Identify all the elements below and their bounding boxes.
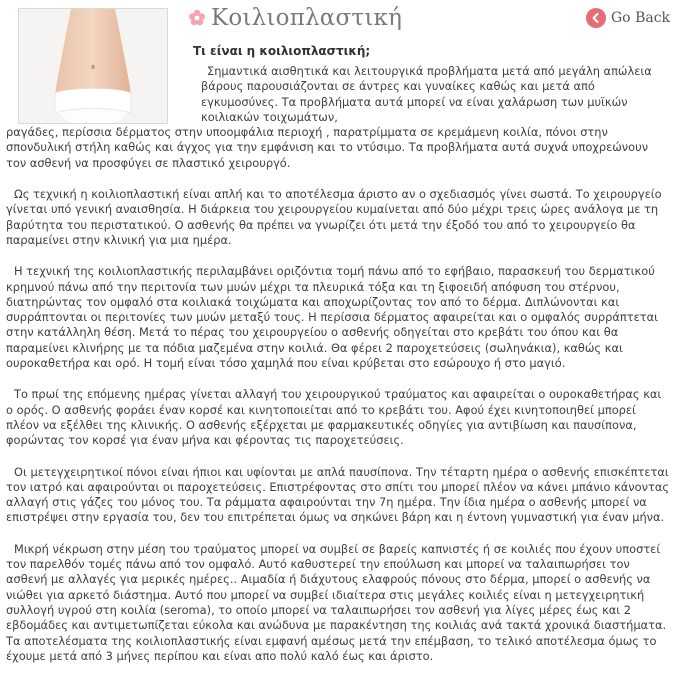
go-back-label[interactable]: Go Back [611,10,671,26]
section-heading: Τι είναι η κοιλιοπλαστική; [193,44,371,58]
arrow-left-icon[interactable] [586,8,606,28]
article-body [6,64,670,680]
paragraph-procedure: Η τεχνική της κοιλιοπλαστικής περιλαμβάνει οριζόντια τομή πάνω από το εφήβαιο, παρασκευή του δερματικού κρημνού πάνω από την περιτονία των μυών μέχρι τα πλευρικά τόξα και τη ξιφοειδή απόφυση του στέρνου, διατηρώντας τον ομφαλό στα κοιλιακά τοιχώματα και αποχωρίζοντας τον από το δέρμα. Διπλώνονται και συρράπτονται οι περιτονίες των μυών μεταξύ τους. Η περίσσια δέρματος αφαιρείται και ο ομφαλός συρράπτεται στην κατάλληλη θέση. Μετά το πέρας του χειρουργείου ο ασθενής οδηγείται στο κρεβάτι του όπου και θα παραμείνει κλινήρης με τα πόδια μαζεμένα στην κοιλιά. Θα φέρει 2 παροχετεύσεις (σωληνάκια), καθώς και ουροκαθετήρα και ορό. Η τομή είναι τόσο χαμηλά που είναι κρύβεται στο εσώρουχο ή στο μαγιό. [6,264,658,371]
paragraph-technique: Ως τεχνική η κοιλιοπλαστική είναι απλή και το αποτέλεσμα άριστο αν ο σχεδιασμός γίνει σωστά. Το χειρουργείο γίνεται υπό γενική αναισθησία. Η διάρκεια του χειρουργείου κυμαίνεται από δύο μέχρι τρεις ώρες ανάλογα με τη βαρύτητα του περιστατικού. Ο ασθενής θα πρέπει να γνωρίζει ότι μετά την έξοδό του από το χειρουργείο θα παραμείνει στην κλινική για μια ημέρα. [6,187,662,247]
title-row [188,4,402,32]
paragraph-intro-continued: ραγάδες, περίσσια δέρματος στην υποομφάλια περιοχή , παρατρίμματα σε κρεμάμενη κοιλία, πόνοι στην σπονδυλική στήλη καθώς και άγχος για την εμφάνιση και το ντύσιμο. Τα προβλήματα αυτά συχνά υποχρεώνουν τον ασθενή να προσφύγει σε πλαστικό χειρουργό. [6,125,649,170]
paragraph-complications: Μικρή νέκρωση στην μέση του τραύματος μπορεί να συμβεί σε βαρείς καπνιστές ή σε κοιλιές που έχουν υποστεί τον παρελθόν τομές πάνω από τον ομφαλό. Αυτό καθυστερεί την επούλωση και μπορεί να ταλαιπωρήσει τον ασθενή με αλλαγές για μερικές ημέρες.. Αιμαδία ή διάχυτους ελαφρούς πόνους στο δέρμα, μπορεί ο ασθενής να νιώθει για αρκετό διάστημα. Αυτό που μπορεί να συμβεί ιδιαίτερα στις μεγάλες κοιλιές είναι η μετεγχειρητική συλλογή υγρού στη κοιλία (seroma), το οποίο μπορεί να ταλαιπωρήσει τον ασθενή για λίγες μέρες έως και 2 εβδομάδες και αντιμετωπίζεται εύκολα και ανώδυνα με παρακέντηση της κοιλιάς ανά τακτά χρονικά διαστήματα. Τα αποτελέσματα της κοιλιοπλαστικής είναι εμφανή αμέσως μετά την επέμβαση, το τελικό αποτέλεσμα όμως το έχουμε μετά από 3 μήνες περίπου και είναι απο πολύ καλό έως και άριστο. [6,541,667,663]
paragraph-next-day: Το πρωί της επόμενης ημέρας γίνεται αλλαγή του χειρουργικού τραύματος και αφαιρείται ο ουροκαθετήρας και ο ορός. Ο ασθενής φοράει έναν κορσέ και κινητοποιείται από το κρεβάτι του. Αφού έχει κινητοποιηθεί μπορεί πλέον να εξέλθει της κλινικής. Ο ασθενής εξέρχεται με φαρμακευτικές οδηγίες για αντιβίωση και παυσίπονα, φορώντας τον κορσέ για έναν μήνα και φέροντας τις παροχετεύσεις. [6,387,662,448]
flower-icon [188,9,206,27]
paragraph-intro: Σημαντικά αισθητικά και λειτουργικά προβλήματα μετά από μεγάλη απώλεια βάρους παρουσιάζονται σε άντρες και γυναίκες καθώς και μετά από εγκυμοσύνες. Τα προβλήματα αυτά μπορεί να είναι χαλάρωση των μυϊκών κοιλιακών τοιχωμάτων, [201,64,652,124]
go-back-button[interactable] [586,8,670,28]
page-title: Κοιλιοπλαστική [211,5,403,31]
paragraph-recovery: Οι μετεγχειρητικοί πόνοι είναι ήπιοι και υφίονται με απλά παυσίπονα. Την τέταρτη ημέρα ο ασθενής επισκέπτεται τον ιατρό και αφαιρούνται οι παροχετεύσεις. Επιστρέφοντας στο σπίτι του μπορεί πλέον να κάνει μπάνιο κάνοντας αλλαγή στις γάζες του μόνος του. Τα ράμματα αφαιρούνται την 7η ημέρα. Την ίδια ημέρα ο ασθενής μπορεί να επιστρέψει στην εργασία του, δεν του επιτρέπεται όμως να σηκώνει βάρη και η έντονη γυμναστική για έναν μήνα. [6,464,670,525]
